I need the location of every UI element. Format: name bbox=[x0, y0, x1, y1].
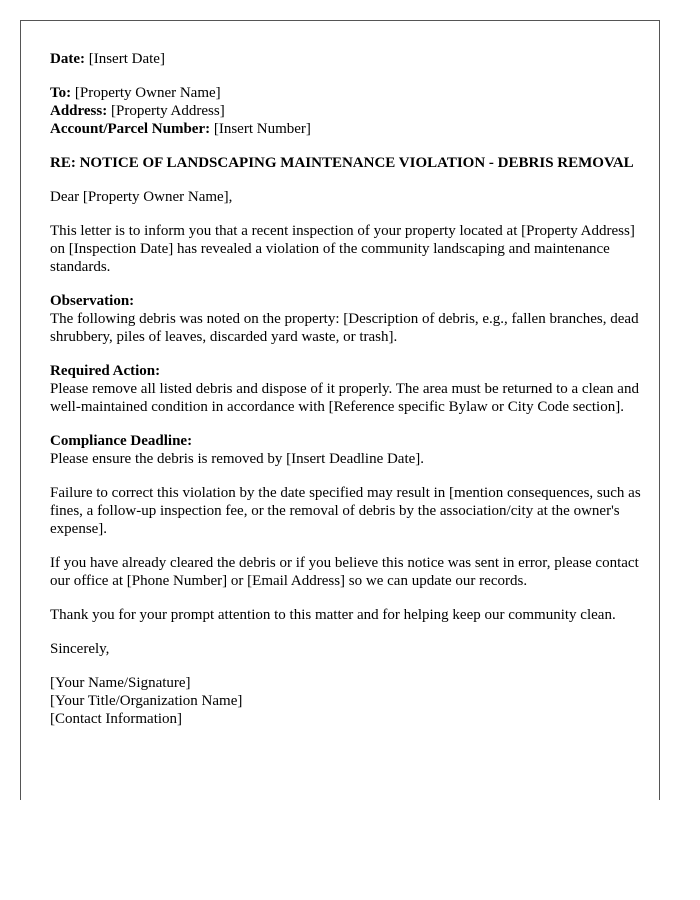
letter-body bbox=[50, 50, 642, 744]
closing-block bbox=[50, 640, 642, 658]
to-label: To: bbox=[50, 85, 72, 101]
account-value: [Insert Number] bbox=[213, 121, 311, 137]
intro-text: This letter is to inform you that a recent inspection of your property located at [Property Address] on [Inspection Date] has revealed a violation of the community landscaping and maintenance standards. bbox=[50, 223, 635, 275]
thanks-text: Thank you for your prompt attention to this matter and for helping keep our community clean. bbox=[50, 607, 616, 623]
required-action-heading: Required Action: bbox=[50, 363, 161, 379]
closing-text: Sincerely, bbox=[50, 641, 110, 657]
consequences-text: Failure to correct this violation by the date specified may result in [mention consequences, such as fines, a follow-up inspection fee, or the removal of debris by the association/city at the owner's expense]. bbox=[50, 485, 641, 537]
contact-paragraph bbox=[50, 554, 642, 590]
signature-contact: [Contact Information] bbox=[50, 711, 183, 727]
signature-title: [Your Title/Organization Name] bbox=[50, 693, 243, 709]
intro-paragraph bbox=[50, 222, 642, 276]
to-line bbox=[50, 84, 642, 102]
letter-page bbox=[20, 20, 660, 800]
date-block bbox=[50, 50, 642, 68]
compliance-heading: Compliance Deadline: bbox=[50, 433, 193, 449]
contact-text: If you have already cleared the debris or if you believe this notice was sent in error, please contact our office at [Phone Number] or [Email Address] so we can update our records. bbox=[50, 555, 639, 589]
required-action-section bbox=[50, 362, 642, 416]
salutation: Dear [Property Owner Name], bbox=[50, 189, 233, 205]
salutation-block bbox=[50, 188, 642, 206]
compliance-text: Please ensure the debris is removed by [Insert Deadline Date]. bbox=[50, 451, 425, 467]
to-value: [Property Owner Name] bbox=[74, 85, 221, 101]
address-label: Address: bbox=[50, 103, 108, 119]
observation-text: The following debris was noted on the property: [Description of debris, e.g., fallen branches, dead shrubbery, piles of leaves, discarded yard waste, or trash]. bbox=[50, 311, 639, 345]
address-value: [Property Address] bbox=[110, 103, 225, 119]
date-line bbox=[50, 50, 642, 68]
address-line bbox=[50, 102, 642, 120]
observation-section bbox=[50, 292, 642, 346]
compliance-section bbox=[50, 432, 642, 468]
date-label: Date: bbox=[50, 51, 85, 67]
subject-line: RE: NOTICE OF LANDSCAPING MAINTENANCE VIOLATION - DEBRIS REMOVAL bbox=[50, 155, 634, 171]
signature-name: [Your Name/Signature] bbox=[50, 675, 191, 691]
date-value: [Insert Date] bbox=[88, 51, 165, 67]
required-action-text: Please remove all listed debris and dispose of it properly. The area must be returned to a clean and well-maintained condition in accordance with [Reference specific Bylaw or City Code section]. bbox=[50, 381, 639, 415]
account-label: Account/Parcel Number: bbox=[50, 121, 211, 137]
account-line bbox=[50, 120, 642, 138]
observation-heading: Observation: bbox=[50, 293, 135, 309]
consequences-paragraph bbox=[50, 484, 642, 538]
recipient-block bbox=[50, 84, 642, 138]
subject-block bbox=[50, 154, 642, 172]
signature-block bbox=[50, 674, 642, 728]
thanks-paragraph bbox=[50, 606, 642, 624]
